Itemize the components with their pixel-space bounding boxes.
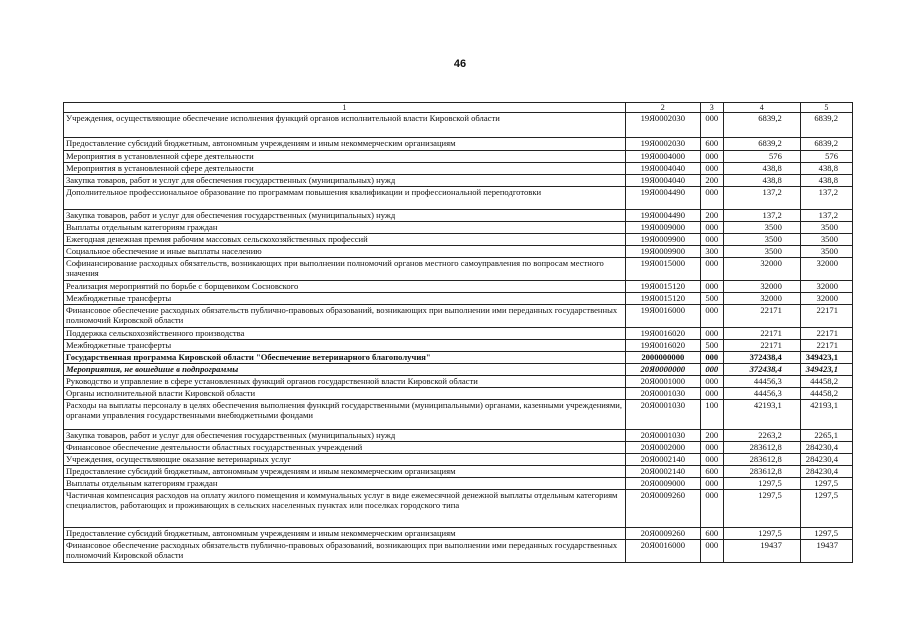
row-name-cell: Мероприятия в установленной сфере деятельности xyxy=(64,151,626,163)
row-amount-1-cell: 32000 xyxy=(723,258,800,281)
row-amount-2-cell: 1297,5 xyxy=(800,490,852,528)
table-row xyxy=(64,400,853,430)
row-amount-2-cell: 1297,5 xyxy=(800,528,852,540)
row-expense-type-cell: 000 xyxy=(700,540,723,563)
row-amount-1-cell: 372438,4 xyxy=(723,352,800,364)
row-code-cell: 20Я0009260 xyxy=(625,490,700,528)
row-amount-1-cell: 44456,3 xyxy=(723,388,800,400)
row-expense-type-cell: 600 xyxy=(700,528,723,540)
row-name-cell: Государственная программа Кировской области "Обеспечение ветеринарного благополучия" xyxy=(64,352,626,364)
row-amount-1-cell: 3500 xyxy=(723,222,800,234)
column-header-5: 5 xyxy=(800,103,852,113)
table-row xyxy=(64,175,853,187)
row-name-cell: Частичная компенсация расходов на оплату жилого помещения и коммунальных услуг в виде ежемесячной денежной выплаты отдельным категориям специалистов, работающих и проживающих в сельских населенных пунктах или поселках городского типа xyxy=(64,490,626,528)
row-code-cell: 20Я0002000 xyxy=(625,442,700,454)
row-expense-type-cell: 000 xyxy=(700,352,723,364)
row-amount-1-cell: 32000 xyxy=(723,293,800,305)
table-row xyxy=(64,442,853,454)
row-amount-1-cell: 32000 xyxy=(723,281,800,293)
row-expense-type-cell: 000 xyxy=(700,222,723,234)
table-row xyxy=(64,151,853,163)
row-name-cell: Финансовое обеспечение расходных обязательств публично-правовых образований, возникающих при выполнении ими переданных государственных полномочий Кировской области xyxy=(64,540,626,563)
row-expense-type-cell: 000 xyxy=(700,305,723,328)
row-amount-2-cell: 6839,2 xyxy=(800,138,852,151)
row-amount-2-cell: 137,2 xyxy=(800,210,852,222)
row-amount-1-cell: 3500 xyxy=(723,246,800,258)
row-code-cell: 20Я0009260 xyxy=(625,528,700,540)
row-expense-type-cell: 200 xyxy=(700,175,723,187)
row-expense-type-cell: 000 xyxy=(700,364,723,376)
row-expense-type-cell: 000 xyxy=(700,454,723,466)
table-row xyxy=(64,210,853,222)
table-row xyxy=(64,138,853,151)
budget-table xyxy=(63,102,853,563)
row-expense-type-cell: 000 xyxy=(700,376,723,388)
row-name-cell: Дополнительное профессиональное образование по программам повышения квалификации и профессиональной переподготовки xyxy=(64,187,626,210)
row-code-cell: 19Я0004040 xyxy=(625,163,700,175)
row-name-cell: Закупка товаров, работ и услуг для обеспечения государственных (муниципальных) нужд xyxy=(64,210,626,222)
table-row xyxy=(64,540,853,563)
table-row xyxy=(64,234,853,246)
table-row xyxy=(64,454,853,466)
row-code-cell: 20Я0000000 xyxy=(625,364,700,376)
row-name-cell: Выплаты отдельным категориям граждан xyxy=(64,222,626,234)
row-name-cell: Реализация мероприятий по борьбе с борщевиком Сосновского xyxy=(64,281,626,293)
row-name-cell: Предоставление субсидий бюджетным, автономным учреждениям и иным некоммерческим организациям xyxy=(64,466,626,478)
row-expense-type-cell: 300 xyxy=(700,246,723,258)
column-header-2: 2 xyxy=(625,103,700,113)
row-expense-type-cell: 000 xyxy=(700,281,723,293)
row-code-cell: 20Я0001030 xyxy=(625,388,700,400)
row-expense-type-cell: 000 xyxy=(700,442,723,454)
row-expense-type-cell: 200 xyxy=(700,210,723,222)
row-code-cell: 19Я0002030 xyxy=(625,138,700,151)
row-expense-type-cell: 000 xyxy=(700,388,723,400)
row-code-cell: 19Я0016020 xyxy=(625,328,700,340)
row-code-cell: 19Я0009900 xyxy=(625,246,700,258)
row-name-cell: Закупка товаров, работ и услуг для обеспечения государственных (муниципальных) нужд xyxy=(64,430,626,442)
row-name-cell: Мероприятия в установленной сфере деятельности xyxy=(64,163,626,175)
row-code-cell: 19Я0009000 xyxy=(625,222,700,234)
row-name-cell: Закупка товаров, работ и услуг для обеспечения государственных (муниципальных) нужд xyxy=(64,175,626,187)
row-expense-type-cell: 000 xyxy=(700,163,723,175)
row-amount-2-cell: 22171 xyxy=(800,305,852,328)
row-amount-2-cell: 576 xyxy=(800,151,852,163)
row-amount-2-cell: 32000 xyxy=(800,281,852,293)
row-amount-1-cell: 372438,4 xyxy=(723,364,800,376)
row-amount-1-cell: 1297,5 xyxy=(723,478,800,490)
row-amount-1-cell: 22171 xyxy=(723,305,800,328)
row-expense-type-cell: 600 xyxy=(700,138,723,151)
row-amount-1-cell: 6839,2 xyxy=(723,113,800,138)
table-row xyxy=(64,364,853,376)
row-code-cell: 2000000000 xyxy=(625,352,700,364)
row-name-cell: Поддержка сельскохозяйственного производства xyxy=(64,328,626,340)
table-row xyxy=(64,388,853,400)
table-row xyxy=(64,352,853,364)
row-amount-2-cell: 284230,4 xyxy=(800,442,852,454)
row-name-cell: Расходы на выплаты персоналу в целях обеспечения выполнения функций государственными (муниципальными) органами, казенными учреждениями, органами управления государственными внебюджетными фондами xyxy=(64,400,626,430)
row-name-cell: Финансовое обеспечение деятельности областных государственных учреждений xyxy=(64,442,626,454)
row-amount-2-cell: 438,8 xyxy=(800,163,852,175)
row-amount-2-cell: 3500 xyxy=(800,234,852,246)
row-code-cell: 20Я0001030 xyxy=(625,430,700,442)
row-code-cell: 20Я0002140 xyxy=(625,454,700,466)
row-expense-type-cell: 200 xyxy=(700,430,723,442)
row-name-cell: Межбюджетные трансферты xyxy=(64,340,626,352)
row-amount-2-cell: 284230,4 xyxy=(800,454,852,466)
row-amount-2-cell: 349423,1 xyxy=(800,352,852,364)
row-expense-type-cell: 000 xyxy=(700,328,723,340)
row-amount-1-cell: 283612,8 xyxy=(723,442,800,454)
row-name-cell: Предоставление субсидий бюджетным, автономным учреждениям и иным некоммерческим организациям xyxy=(64,138,626,151)
row-code-cell: 20Я0001000 xyxy=(625,376,700,388)
row-amount-2-cell: 44458,2 xyxy=(800,376,852,388)
row-amount-1-cell: 283612,8 xyxy=(723,466,800,478)
table-row xyxy=(64,466,853,478)
row-name-cell: Межбюджетные трансферты xyxy=(64,293,626,305)
row-name-cell: Финансовое обеспечение расходных обязательств публично-правовых образований, возникающих при выполнении ими переданных государственных полномочий Кировской области xyxy=(64,305,626,328)
column-header-3: 3 xyxy=(700,103,723,113)
row-name-cell: Выплаты отдельным категориям граждан xyxy=(64,478,626,490)
row-name-cell: Социальное обеспечение и иные выплаты населению xyxy=(64,246,626,258)
table-row xyxy=(64,187,853,210)
row-code-cell: 19Я0004000 xyxy=(625,151,700,163)
column-header-4: 4 xyxy=(723,103,800,113)
table-row xyxy=(64,222,853,234)
row-amount-1-cell: 3500 xyxy=(723,234,800,246)
table-row xyxy=(64,163,853,175)
row-amount-1-cell: 137,2 xyxy=(723,210,800,222)
row-expense-type-cell: 000 xyxy=(700,187,723,210)
row-name-cell: Руководство и управление в сфере установленных функций органов государственной власти Кировской области xyxy=(64,376,626,388)
row-code-cell: 19Я0016000 xyxy=(625,305,700,328)
row-name-cell: Учреждения, осуществляющие обеспечение исполнения функций органов исполнительной власти Кировской области xyxy=(64,113,626,138)
row-code-cell: 20Я0001030 xyxy=(625,400,700,430)
row-amount-2-cell: 137,2 xyxy=(800,187,852,210)
row-amount-1-cell: 1297,5 xyxy=(723,528,800,540)
table-row xyxy=(64,430,853,442)
row-name-cell: Софинансирование расходных обязательств, возникающих при выполнении полномочий органов местного самоуправления по вопросам местного значения xyxy=(64,258,626,281)
table-row xyxy=(64,281,853,293)
row-code-cell: 19Я0015120 xyxy=(625,293,700,305)
row-amount-1-cell: 137,2 xyxy=(723,187,800,210)
row-code-cell: 20Я0016000 xyxy=(625,540,700,563)
row-amount-2-cell: 42193,1 xyxy=(800,400,852,430)
row-expense-type-cell: 600 xyxy=(700,466,723,478)
row-code-cell: 19Я0002030 xyxy=(625,113,700,138)
row-amount-1-cell: 22171 xyxy=(723,340,800,352)
table-row xyxy=(64,328,853,340)
row-name-cell: Ежегодная денежная премия рабочим массовых сельскохозяйственных профессий xyxy=(64,234,626,246)
row-expense-type-cell: 100 xyxy=(700,400,723,430)
row-name-cell: Предоставление субсидий бюджетным, автономным учреждениям и иным некоммерческим организациям xyxy=(64,528,626,540)
table-row xyxy=(64,113,853,138)
row-amount-1-cell: 1297,5 xyxy=(723,490,800,528)
row-expense-type-cell: 000 xyxy=(700,113,723,138)
row-code-cell: 19Я0015120 xyxy=(625,281,700,293)
row-code-cell: 19Я0004490 xyxy=(625,187,700,210)
row-name-cell: Учреждения, осуществляющие оказание ветеринарных услуг xyxy=(64,454,626,466)
row-expense-type-cell: 000 xyxy=(700,151,723,163)
row-code-cell: 20Я0009000 xyxy=(625,478,700,490)
row-amount-1-cell: 6839,2 xyxy=(723,138,800,151)
row-code-cell: 20Я0002140 xyxy=(625,466,700,478)
table-row xyxy=(64,528,853,540)
row-expense-type-cell: 000 xyxy=(700,258,723,281)
row-amount-2-cell: 22171 xyxy=(800,340,852,352)
table-row xyxy=(64,376,853,388)
row-amount-1-cell: 2263,2 xyxy=(723,430,800,442)
row-amount-2-cell: 22171 xyxy=(800,328,852,340)
row-name-cell: Органы исполнительной власти Кировской области xyxy=(64,388,626,400)
table-row xyxy=(64,293,853,305)
row-expense-type-cell: 000 xyxy=(700,234,723,246)
row-code-cell: 19Я0009900 xyxy=(625,234,700,246)
row-expense-type-cell: 000 xyxy=(700,478,723,490)
row-code-cell: 19Я0016020 xyxy=(625,340,700,352)
row-amount-2-cell: 284230,4 xyxy=(800,466,852,478)
row-amount-2-cell: 3500 xyxy=(800,222,852,234)
row-amount-1-cell: 576 xyxy=(723,151,800,163)
row-expense-type-cell: 500 xyxy=(700,293,723,305)
row-amount-1-cell: 283612,8 xyxy=(723,454,800,466)
table-row xyxy=(64,490,853,528)
row-amount-2-cell: 438,8 xyxy=(800,175,852,187)
row-amount-2-cell: 32000 xyxy=(800,293,852,305)
table-row xyxy=(64,340,853,352)
table-row xyxy=(64,478,853,490)
row-amount-2-cell: 6839,2 xyxy=(800,113,852,138)
row-amount-2-cell: 19437 xyxy=(800,540,852,563)
row-amount-2-cell: 1297,5 xyxy=(800,478,852,490)
row-code-cell: 19Я0004040 xyxy=(625,175,700,187)
row-amount-1-cell: 42193,1 xyxy=(723,400,800,430)
row-amount-1-cell: 438,8 xyxy=(723,163,800,175)
row-amount-2-cell: 44458,2 xyxy=(800,388,852,400)
column-header-1: 1 xyxy=(64,103,626,113)
row-amount-2-cell: 2265,1 xyxy=(800,430,852,442)
table-row xyxy=(64,305,853,328)
row-code-cell: 19Я0004490 xyxy=(625,210,700,222)
row-amount-1-cell: 22171 xyxy=(723,328,800,340)
row-expense-type-cell: 500 xyxy=(700,340,723,352)
table-row xyxy=(64,258,853,281)
table-row xyxy=(64,246,853,258)
row-amount-1-cell: 44456,3 xyxy=(723,376,800,388)
row-amount-1-cell: 19437 xyxy=(723,540,800,563)
table-header-row xyxy=(64,103,853,113)
row-amount-1-cell: 438,8 xyxy=(723,175,800,187)
row-name-cell: Мероприятия, не вошедшие в подпрограммы xyxy=(64,364,626,376)
row-code-cell: 19Я0015000 xyxy=(625,258,700,281)
row-amount-2-cell: 349423,1 xyxy=(800,364,852,376)
row-expense-type-cell: 000 xyxy=(700,490,723,528)
row-amount-2-cell: 3500 xyxy=(800,246,852,258)
row-amount-2-cell: 32000 xyxy=(800,258,852,281)
page-number: 46 xyxy=(453,58,467,70)
